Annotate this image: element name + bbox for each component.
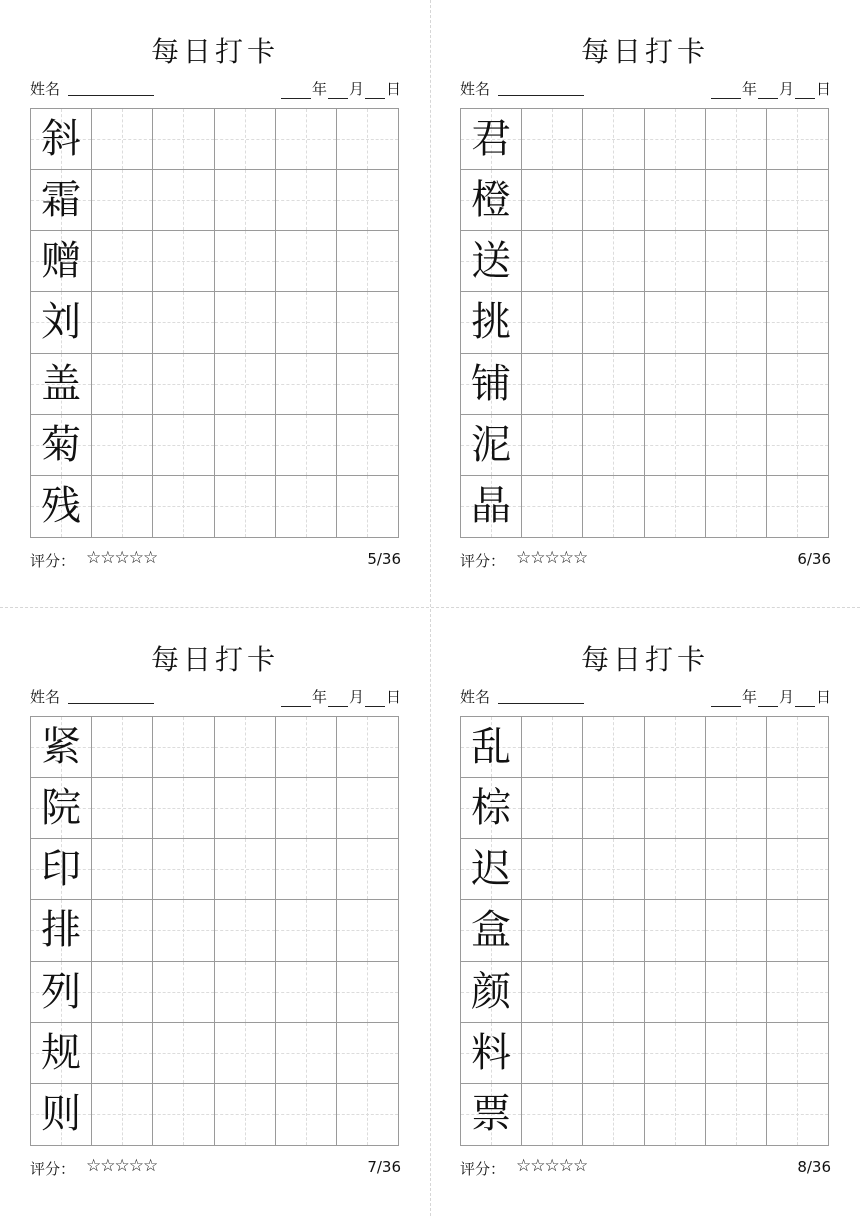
grid-cell-practice[interactable] xyxy=(153,1084,214,1145)
sheet-footer xyxy=(460,1156,831,1178)
grid-cell-practice[interactable] xyxy=(92,354,153,415)
month-label: 月 xyxy=(778,688,794,706)
grid-cell-practice[interactable] xyxy=(337,354,398,415)
model-character: 送 xyxy=(471,238,512,285)
grid-cell-practice[interactable] xyxy=(583,962,644,1023)
name-blank-line xyxy=(68,703,154,704)
grid-cell-practice[interactable] xyxy=(767,717,828,778)
grid-cell-practice[interactable] xyxy=(645,231,706,292)
model-character: 晶 xyxy=(471,483,512,530)
date-field xyxy=(280,686,401,708)
grid-cell-practice[interactable] xyxy=(767,1084,828,1145)
month-blank-line xyxy=(328,692,348,707)
grid-cell-practice[interactable] xyxy=(337,900,398,961)
sheet-header xyxy=(30,686,401,708)
sheet-header xyxy=(460,686,831,708)
grid-cell-model xyxy=(31,839,92,900)
grid-cell-practice[interactable] xyxy=(92,1084,153,1145)
grid-cell-model xyxy=(31,476,92,537)
sheet-title: 每日打卡 xyxy=(150,35,279,68)
grid-cell-practice[interactable] xyxy=(92,292,153,353)
grid-cell-practice[interactable] xyxy=(706,476,767,537)
grid-cell-practice[interactable] xyxy=(583,170,644,231)
grid-cell-practice[interactable] xyxy=(522,231,583,292)
grid-cell-practice[interactable] xyxy=(153,839,214,900)
grid-cell-practice[interactable] xyxy=(767,962,828,1023)
grid-cell-practice[interactable] xyxy=(706,109,767,170)
date-field xyxy=(280,78,401,100)
grid-cell-practice[interactable] xyxy=(706,415,767,476)
grid-cell-practice[interactable] xyxy=(92,900,153,961)
grid-cell-practice[interactable] xyxy=(276,900,337,961)
rating-stars[interactable]: ☆☆☆☆☆ xyxy=(516,548,588,568)
grid-cell-model xyxy=(31,170,92,231)
grid-cell-practice[interactable] xyxy=(767,778,828,839)
grid-cell-practice[interactable] xyxy=(645,415,706,476)
grid-cell-practice[interactable] xyxy=(645,962,706,1023)
model-character: 印 xyxy=(41,846,82,893)
grid-cell-practice[interactable] xyxy=(583,476,644,537)
rating-stars[interactable]: ☆☆☆☆☆ xyxy=(516,1156,588,1176)
grid-cell-practice[interactable] xyxy=(92,778,153,839)
name-label: 姓名 xyxy=(460,688,491,706)
grid-cell-practice[interactable] xyxy=(767,415,828,476)
month-blank-line xyxy=(328,84,348,99)
grid-cell-practice[interactable] xyxy=(583,900,644,961)
grid-cell-practice[interactable] xyxy=(645,778,706,839)
grid-cell-practice[interactable] xyxy=(153,778,214,839)
grid-cell-model xyxy=(31,962,92,1023)
rating-stars[interactable]: ☆☆☆☆☆ xyxy=(86,548,158,568)
grid-cell-practice[interactable] xyxy=(645,1084,706,1145)
grid-cell-model xyxy=(31,1023,92,1084)
grid-cell-model xyxy=(31,717,92,778)
grid-cell-practice[interactable] xyxy=(92,231,153,292)
model-character: 盖 xyxy=(41,360,82,407)
grid-cell-practice[interactable] xyxy=(92,476,153,537)
grid-cell-practice[interactable] xyxy=(706,900,767,961)
grid-cell-model xyxy=(461,476,522,537)
grid-cell-practice[interactable] xyxy=(706,1023,767,1084)
grid-cell-practice[interactable] xyxy=(583,1084,644,1145)
grid-cell-practice[interactable] xyxy=(337,778,398,839)
name-label: 姓名 xyxy=(30,688,61,706)
grid-cell-practice[interactable] xyxy=(767,109,828,170)
model-character: 菊 xyxy=(41,421,82,468)
model-character: 挑 xyxy=(471,299,512,346)
model-character: 排 xyxy=(41,907,82,954)
grid-cell-practice[interactable] xyxy=(215,1084,276,1145)
year-label: 年 xyxy=(311,688,327,706)
grid-cell-practice[interactable] xyxy=(706,292,767,353)
day-blank-line xyxy=(795,84,815,99)
grid-cell-practice[interactable] xyxy=(706,717,767,778)
name-label: 姓名 xyxy=(460,80,491,98)
grid-cell-practice[interactable] xyxy=(583,717,644,778)
grid-cell-practice[interactable] xyxy=(92,1023,153,1084)
grid-cell-practice[interactable] xyxy=(215,292,276,353)
writing-grid xyxy=(30,108,399,538)
day-blank-line xyxy=(365,692,385,707)
grid-cell-practice[interactable] xyxy=(706,1084,767,1145)
name-label: 姓名 xyxy=(30,80,61,98)
grid-cell-practice[interactable] xyxy=(92,717,153,778)
grid-cell-practice[interactable] xyxy=(522,415,583,476)
grid-cell-practice[interactable] xyxy=(583,354,644,415)
grid-cell-model xyxy=(461,1084,522,1145)
grid-cell-practice[interactable] xyxy=(767,900,828,961)
grid-cell-practice[interactable] xyxy=(276,231,337,292)
grid-cell-model xyxy=(461,839,522,900)
sheet-header xyxy=(30,78,401,100)
grid-cell-practice[interactable] xyxy=(276,170,337,231)
grid-cell-model xyxy=(461,1023,522,1084)
practice-sheet xyxy=(430,0,860,608)
name-blank-line xyxy=(498,703,584,704)
grid-cell-practice[interactable] xyxy=(767,170,828,231)
model-character: 霜 xyxy=(41,177,82,224)
grid-cell-practice[interactable] xyxy=(337,231,398,292)
grid-cell-practice[interactable] xyxy=(645,900,706,961)
grid-cell-practice[interactable] xyxy=(337,415,398,476)
grid-cell-practice[interactable] xyxy=(522,476,583,537)
grid-cell-practice[interactable] xyxy=(276,778,337,839)
rating-stars[interactable]: ☆☆☆☆☆ xyxy=(86,1156,158,1176)
grid-cell-model xyxy=(461,717,522,778)
model-character: 颜 xyxy=(471,968,512,1015)
grid-cell-practice[interactable] xyxy=(522,109,583,170)
year-label: 年 xyxy=(741,80,757,98)
grid-cell-practice[interactable] xyxy=(583,231,644,292)
grid-cell-practice[interactable] xyxy=(153,109,214,170)
grid-cell-practice[interactable] xyxy=(92,170,153,231)
grid-cell-practice[interactable] xyxy=(215,476,276,537)
model-character: 规 xyxy=(41,1029,82,1076)
practice-sheet xyxy=(0,0,430,608)
day-label: 日 xyxy=(815,80,831,98)
model-character: 则 xyxy=(41,1091,82,1138)
practice-sheet xyxy=(430,608,860,1216)
grid-cell-practice[interactable] xyxy=(276,962,337,1023)
grid-cell-practice[interactable] xyxy=(92,109,153,170)
grid-cell-practice[interactable] xyxy=(522,292,583,353)
year-blank-line xyxy=(711,692,741,707)
grid-cell-practice[interactable] xyxy=(153,292,214,353)
grid-cell-practice[interactable] xyxy=(522,1023,583,1084)
grid-cell-practice[interactable] xyxy=(645,717,706,778)
model-character: 迟 xyxy=(471,846,512,893)
grid-cell-practice[interactable] xyxy=(337,839,398,900)
model-character: 列 xyxy=(41,968,82,1015)
grid-cell-practice[interactable] xyxy=(645,292,706,353)
grid-cell-practice[interactable] xyxy=(583,778,644,839)
grid-cell-model xyxy=(31,231,92,292)
grid-cell-practice[interactable] xyxy=(337,717,398,778)
grid-cell-practice[interactable] xyxy=(337,170,398,231)
sheet-footer xyxy=(30,1156,401,1178)
grid-cell-practice[interactable] xyxy=(153,231,214,292)
score-label: 评分： xyxy=(460,552,506,570)
grid-cell-practice[interactable] xyxy=(153,170,214,231)
grid-cell-practice[interactable] xyxy=(522,170,583,231)
grid-cell-practice[interactable] xyxy=(522,778,583,839)
grid-cell-practice[interactable] xyxy=(337,962,398,1023)
grid-cell-practice[interactable] xyxy=(767,476,828,537)
grid-cell-practice[interactable] xyxy=(522,354,583,415)
page-number: 7/36 xyxy=(367,1158,401,1176)
grid-cell-practice[interactable] xyxy=(215,354,276,415)
grid-cell-practice[interactable] xyxy=(645,109,706,170)
grid-cell-practice[interactable] xyxy=(337,476,398,537)
model-character: 紧 xyxy=(41,724,82,771)
grid-cell-practice[interactable] xyxy=(767,1023,828,1084)
year-label: 年 xyxy=(741,688,757,706)
model-character: 斜 xyxy=(41,116,82,163)
sheet-footer xyxy=(460,548,831,570)
sheet-footer xyxy=(30,548,401,570)
year-blank-line xyxy=(281,692,311,707)
grid-cell-practice[interactable] xyxy=(522,900,583,961)
page-number: 8/36 xyxy=(797,1158,831,1176)
model-character: 君 xyxy=(471,116,512,163)
grid-cell-practice[interactable] xyxy=(153,415,214,476)
model-character: 铺 xyxy=(471,360,512,407)
grid-cell-model xyxy=(31,778,92,839)
grid-cell-practice[interactable] xyxy=(583,1023,644,1084)
grid-cell-practice[interactable] xyxy=(276,1084,337,1145)
grid-cell-practice[interactable] xyxy=(767,354,828,415)
practice-sheet xyxy=(0,608,430,1216)
grid-cell-practice[interactable] xyxy=(215,839,276,900)
month-label: 月 xyxy=(348,80,364,98)
grid-cell-practice[interactable] xyxy=(337,109,398,170)
grid-cell-model xyxy=(461,415,522,476)
score-label: 评分： xyxy=(30,1160,76,1178)
grid-cell-practice[interactable] xyxy=(153,717,214,778)
date-field xyxy=(710,78,831,100)
grid-cell-practice[interactable] xyxy=(153,962,214,1023)
grid-cell-practice[interactable] xyxy=(583,109,644,170)
grid-cell-practice[interactable] xyxy=(215,109,276,170)
model-character: 泥 xyxy=(471,421,512,468)
model-character: 赠 xyxy=(41,238,82,285)
grid-cell-practice[interactable] xyxy=(215,1023,276,1084)
grid-cell-practice[interactable] xyxy=(522,962,583,1023)
grid-cell-practice[interactable] xyxy=(645,170,706,231)
grid-cell-practice[interactable] xyxy=(153,900,214,961)
grid-cell-practice[interactable] xyxy=(215,415,276,476)
grid-cell-practice[interactable] xyxy=(215,717,276,778)
model-character: 料 xyxy=(471,1029,512,1076)
grid-cell-model xyxy=(31,109,92,170)
year-label: 年 xyxy=(311,80,327,98)
name-blank-line xyxy=(68,95,154,96)
grid-cell-practice[interactable] xyxy=(522,1084,583,1145)
grid-cell-model xyxy=(31,292,92,353)
grid-cell-practice[interactable] xyxy=(337,1023,398,1084)
day-label: 日 xyxy=(385,688,401,706)
grid-cell-model xyxy=(461,170,522,231)
grid-cell-model xyxy=(31,900,92,961)
grid-cell-practice[interactable] xyxy=(153,476,214,537)
day-label: 日 xyxy=(815,688,831,706)
grid-cell-practice[interactable] xyxy=(706,231,767,292)
month-blank-line xyxy=(758,692,778,707)
grid-cell-practice[interactable] xyxy=(583,415,644,476)
grid-cell-practice[interactable] xyxy=(337,1084,398,1145)
grid-cell-practice[interactable] xyxy=(215,778,276,839)
grid-cell-practice[interactable] xyxy=(153,354,214,415)
date-field xyxy=(710,686,831,708)
grid-cell-practice[interactable] xyxy=(276,354,337,415)
grid-cell-practice[interactable] xyxy=(276,1023,337,1084)
grid-cell-practice[interactable] xyxy=(706,170,767,231)
year-blank-line xyxy=(711,84,741,99)
grid-cell-practice[interactable] xyxy=(706,839,767,900)
grid-cell-model xyxy=(31,415,92,476)
model-character: 残 xyxy=(41,483,82,530)
grid-cell-practice[interactable] xyxy=(767,231,828,292)
grid-cell-practice[interactable] xyxy=(276,109,337,170)
model-character: 票 xyxy=(471,1091,512,1138)
grid-cell-practice[interactable] xyxy=(767,292,828,353)
grid-cell-model xyxy=(461,962,522,1023)
writing-grid xyxy=(460,108,829,538)
model-character: 棕 xyxy=(471,785,512,832)
grid-cell-practice[interactable] xyxy=(645,839,706,900)
writing-grid xyxy=(460,716,829,1146)
grid-cell-practice[interactable] xyxy=(767,839,828,900)
grid-cell-practice[interactable] xyxy=(215,231,276,292)
grid-cell-practice[interactable] xyxy=(583,839,644,900)
grid-cell-practice[interactable] xyxy=(706,778,767,839)
model-character: 乱 xyxy=(471,724,512,771)
day-blank-line xyxy=(365,84,385,99)
page-number: 6/36 xyxy=(797,550,831,568)
grid-cell-practice[interactable] xyxy=(276,839,337,900)
grid-cell-practice[interactable] xyxy=(583,292,644,353)
grid-cell-practice[interactable] xyxy=(215,962,276,1023)
grid-cell-model xyxy=(461,109,522,170)
month-blank-line xyxy=(758,84,778,99)
grid-cell-practice[interactable] xyxy=(276,476,337,537)
grid-cell-practice[interactable] xyxy=(522,717,583,778)
model-character: 院 xyxy=(41,785,82,832)
year-blank-line xyxy=(281,84,311,99)
grid-cell-practice[interactable] xyxy=(276,717,337,778)
grid-cell-practice[interactable] xyxy=(92,962,153,1023)
grid-cell-model xyxy=(461,292,522,353)
grid-cell-practice[interactable] xyxy=(522,839,583,900)
grid-cell-practice[interactable] xyxy=(92,839,153,900)
grid-cell-practice[interactable] xyxy=(706,354,767,415)
grid-cell-practice[interactable] xyxy=(153,1023,214,1084)
grid-cell-practice[interactable] xyxy=(337,292,398,353)
grid-cell-practice[interactable] xyxy=(215,170,276,231)
sheet-title: 每日打卡 xyxy=(580,35,709,68)
grid-cell-model xyxy=(461,231,522,292)
grid-cell-practice[interactable] xyxy=(706,962,767,1023)
grid-cell-practice[interactable] xyxy=(645,354,706,415)
grid-cell-practice[interactable] xyxy=(92,415,153,476)
grid-cell-practice[interactable] xyxy=(645,1023,706,1084)
grid-cell-practice[interactable] xyxy=(645,476,706,537)
day-blank-line xyxy=(795,692,815,707)
grid-cell-model xyxy=(461,354,522,415)
model-character: 刘 xyxy=(41,299,82,346)
grid-cell-practice[interactable] xyxy=(276,415,337,476)
page-number: 5/36 xyxy=(367,550,401,568)
day-label: 日 xyxy=(385,80,401,98)
month-label: 月 xyxy=(348,688,364,706)
grid-cell-practice[interactable] xyxy=(276,292,337,353)
score-label: 评分： xyxy=(30,552,76,570)
grid-cell-model xyxy=(461,778,522,839)
model-character: 橙 xyxy=(471,177,512,224)
sheet-title: 每日打卡 xyxy=(580,643,709,676)
sheet-title: 每日打卡 xyxy=(150,643,279,676)
grid-cell-model xyxy=(31,354,92,415)
sheet-header xyxy=(460,78,831,100)
writing-grid xyxy=(30,716,399,1146)
score-label: 评分： xyxy=(460,1160,506,1178)
month-label: 月 xyxy=(778,80,794,98)
model-character: 盒 xyxy=(471,907,512,954)
grid-cell-practice[interactable] xyxy=(215,900,276,961)
grid-cell-model xyxy=(461,900,522,961)
grid-cell-model xyxy=(31,1084,92,1145)
name-blank-line xyxy=(498,95,584,96)
